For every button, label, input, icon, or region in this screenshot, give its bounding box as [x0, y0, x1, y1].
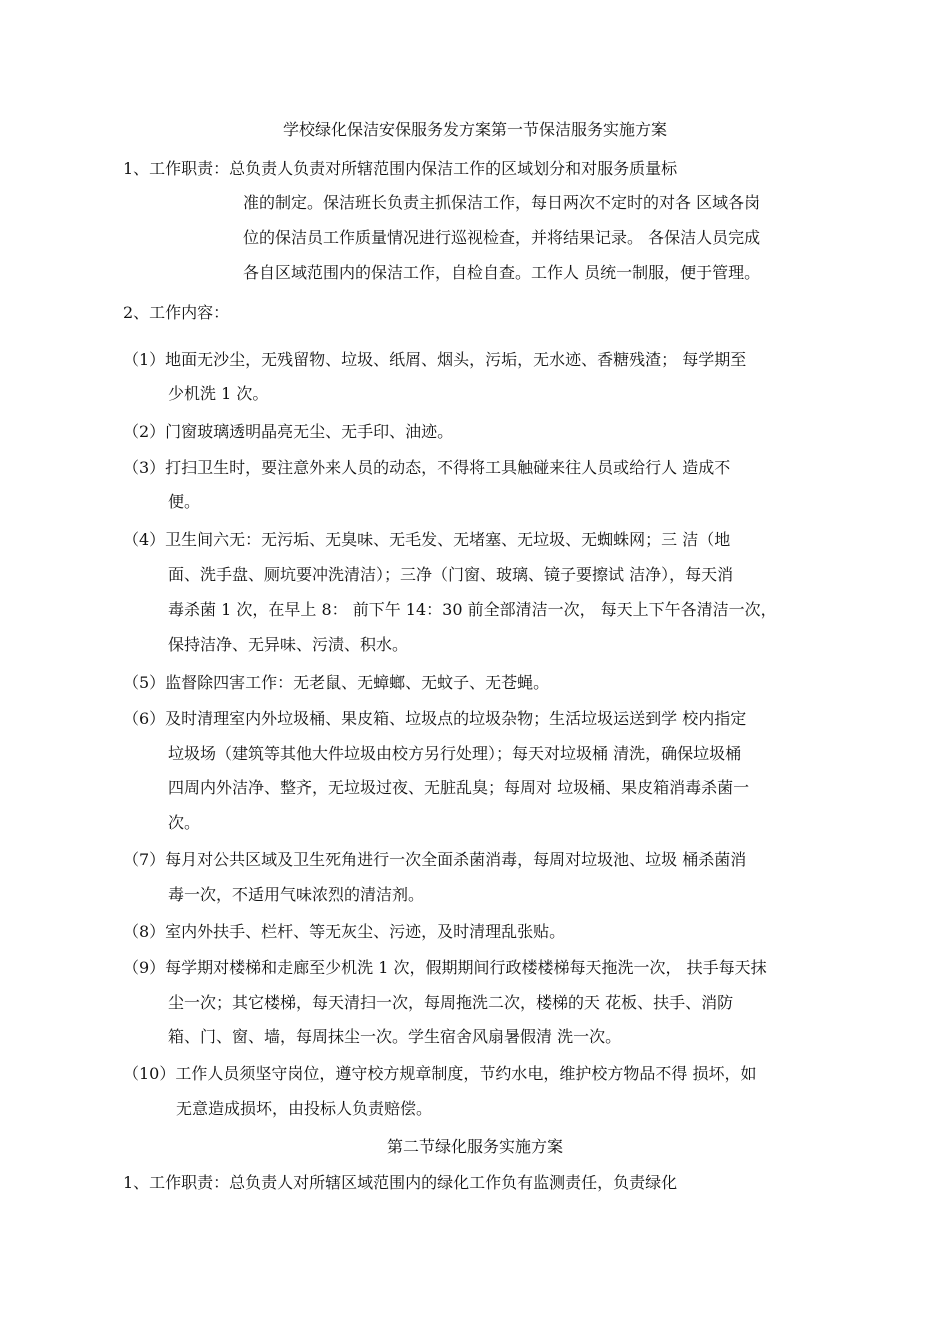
work-content-heading: 2、工作内容：	[123, 303, 230, 322]
duty-line-4: 各自区域范围内的保洁工作，自检自查。工作人 员统一制服，便于管理。	[243, 263, 761, 282]
greening-duty-line-1: 1、工作职责：总负责人对所辖区域范围内的绿化工作负有监测责任，负责绿化	[123, 1173, 678, 1192]
list-item-6-cont-1: 垃圾场（建筑等其他大件垃圾由校方另行处理）；每天对垃圾桶 清洗，确保垃圾桶	[168, 744, 742, 763]
list-item-10: （10）工作人员须坚守岗位，遵守校方规章制度，节约水电，维护校方物品不得 损坏，如	[123, 1064, 757, 1083]
list-item-7-cont: 毒一次，不适用气味浓烈的清洁剂。	[168, 885, 425, 904]
list-item-9-cont-2: 箱、门、窗、墙，每周抹尘一次。学生宿舍风扇暑假清 洗一次。	[168, 1027, 622, 1046]
duty-line-1: 1、工作职责：总负责人负责对所辖范围内保洁工作的区域划分和对服务质量标	[123, 159, 678, 178]
list-item-2: （2）门窗玻璃透明晶亮无尘、无手印、油迹。	[123, 422, 454, 441]
list-item-3: （3）打扫卫生时，要注意外来人员的动态，不得将工具触碰来往人员或给行人 造成不	[123, 458, 731, 477]
list-item-10-cont: 无意造成损坏，由投标人负责赔偿。	[176, 1099, 433, 1118]
section-2-title: 第二节绿化服务实施方案	[386, 1137, 563, 1156]
list-item-9-cont-1: 尘一次；其它楼梯，每天清扫一次，每周拖洗二次，楼梯的天 花板、扶手、消防	[168, 993, 734, 1012]
list-item-4-cont-3: 保持洁净、无异味、污渍、积水。	[168, 635, 409, 654]
list-item-6-cont-2: 四周内外洁净、整齐，无垃圾过夜、无脏乱臭；每周对 垃圾桶、果皮箱消毒杀菌一	[168, 778, 750, 797]
duty-line-2: 准的制定。保洁班长负责主抓保洁工作，每日两次不定时的对各 区域各岗	[243, 193, 761, 212]
list-item-7: （7）每月对公共区域及卫生死角进行一次全面杀菌消毒，每周对垃圾池、垃圾 桶杀菌消	[123, 850, 747, 869]
list-item-1-cont: 少机洗 1 次。	[168, 384, 269, 403]
document-title: 学校绿化保洁安保服务发方案第一节保洁服务实施方案	[282, 120, 667, 139]
list-item-9: （9）每学期对楼梯和走廊至少机洗 1 次，假期期间行政楼楼梯每天拖洗一次， 扶手每天抹	[123, 958, 767, 977]
list-item-4-cont-2: 毒杀菌 1 次，在早上 8： 前下午 14：30 前全部清洁一次， 每天上下午各清洁一次，	[168, 600, 777, 619]
list-item-3-cont: 便。	[168, 492, 201, 511]
list-item-8: （8）室内外扶手、栏杆、等无灰尘、污迹，及时清理乱张贴。	[123, 922, 566, 941]
list-item-6-cont-3: 次。	[168, 813, 201, 832]
list-item-5: （5）监督除四害工作：无老鼠、无蟑螂、无蚊子、无苍蝇。	[123, 673, 550, 692]
list-item-1: （1）地面无沙尘，无残留物、垃圾、纸屑、烟头，污垢，无水迹、香糖残渣； 每学期至	[123, 350, 747, 369]
list-item-4-cont-1: 面、洗手盘、厕坑要冲洗清洁）；三净（门窗、玻璃、镜子要擦试 洁净），每天消	[168, 565, 734, 584]
list-item-4: （4）卫生间六无：无污垢、无臭味、无毛发、无堵塞、无垃圾、无蜘蛛网；三 洁（地	[123, 530, 731, 549]
duty-line-3: 位的保洁员工作质量情况进行巡视检查，并将结果记录。 各保洁人员完成	[243, 228, 761, 247]
list-item-6: （6）及时清理室内外垃圾桶、果皮箱、垃圾点的垃圾杂物；生活垃圾运送到学 校内指定	[123, 709, 747, 728]
